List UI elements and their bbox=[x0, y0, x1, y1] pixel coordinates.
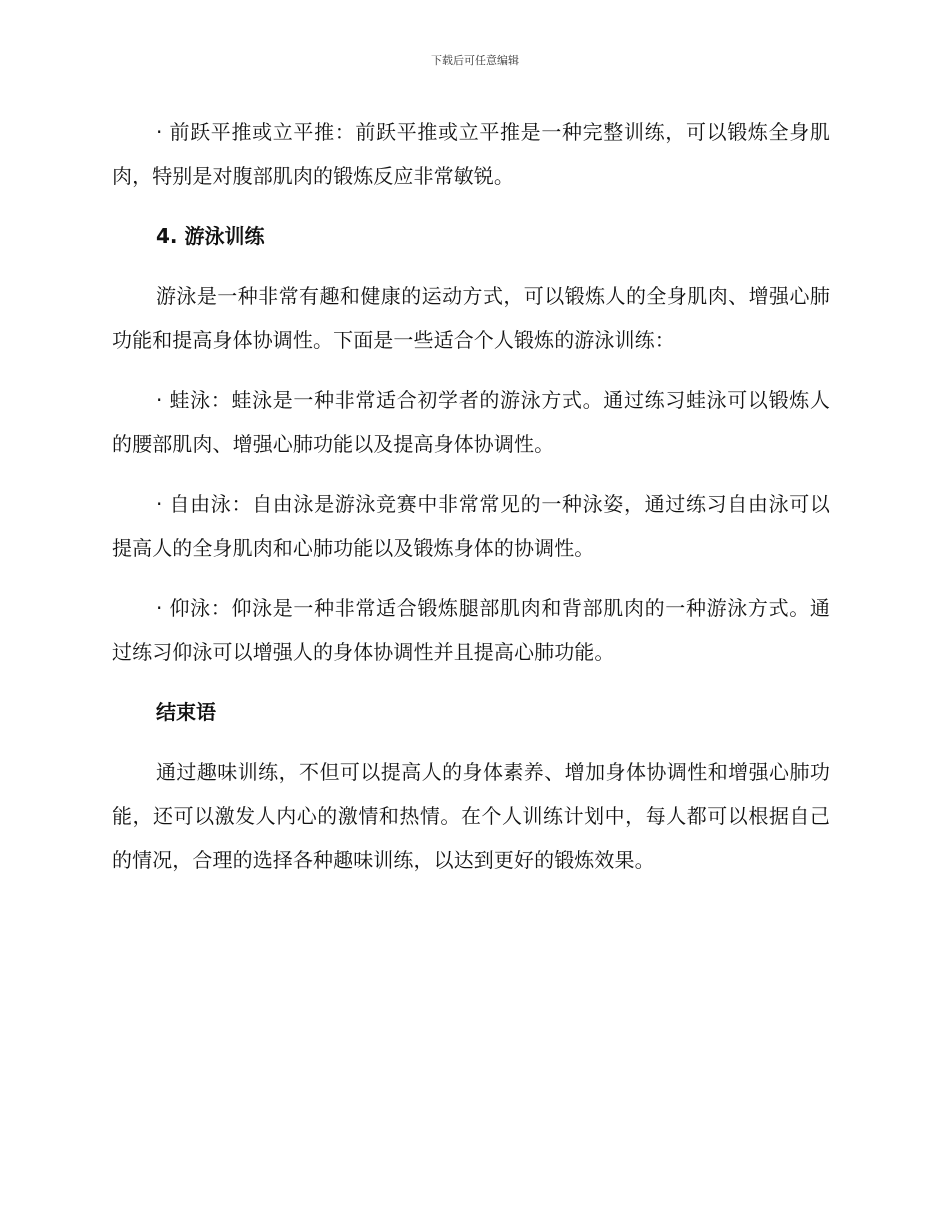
paragraph-breaststroke: · 蛙泳：蛙泳是一种非常适合初学者的游泳方式。通过练习蛙泳可以锻炼人的腰部肌肉、增强心肺功能以及提高身体协调性。 bbox=[112, 388, 830, 456]
section-heading-swimming: 4. 游泳训练 bbox=[156, 224, 265, 248]
paragraph-conclusion: 通过趣味训练，不但可以提高人的身体素养、增加身体协调性和增强心肺功能，还可以激发人内心的激情和热情。在个人训练计划中，每人都可以根据自己的情况，合理的选择各种趣味训练，以达到更好的锻炼效果。 bbox=[112, 760, 830, 872]
paragraph-swimming-intro: 游泳是一种非常有趣和健康的运动方式，可以锻炼人的全身肌肉、增强心肺功能和提高身体协调性。下面是一些适合个人锻炼的游泳训练： bbox=[112, 284, 830, 352]
document-body bbox=[112, 110, 830, 898]
paragraph-front-push: · 前跃平推或立平推：前跃平推或立平推是一种完整训练，可以锻炼全身肌肉，特别是对腹部肌肉的锻炼反应非常敏锐。 bbox=[112, 120, 830, 188]
page-header-note: 下载后可任意编辑 bbox=[431, 54, 519, 67]
section-heading-conclusion: 结束语 bbox=[156, 700, 216, 724]
paragraph-backstroke: · 仰泳：仰泳是一种非常适合锻炼腿部肌肉和背部肌肉的一种游泳方式。通过练习仰泳可以增强人的身体协调性并且提高心肺功能。 bbox=[112, 596, 830, 664]
paragraph-freestyle: · 自由泳：自由泳是游泳竞赛中非常常见的一种泳姿，通过练习自由泳可以提高人的全身肌肉和心肺功能以及锻炼身体的协调性。 bbox=[112, 492, 830, 560]
